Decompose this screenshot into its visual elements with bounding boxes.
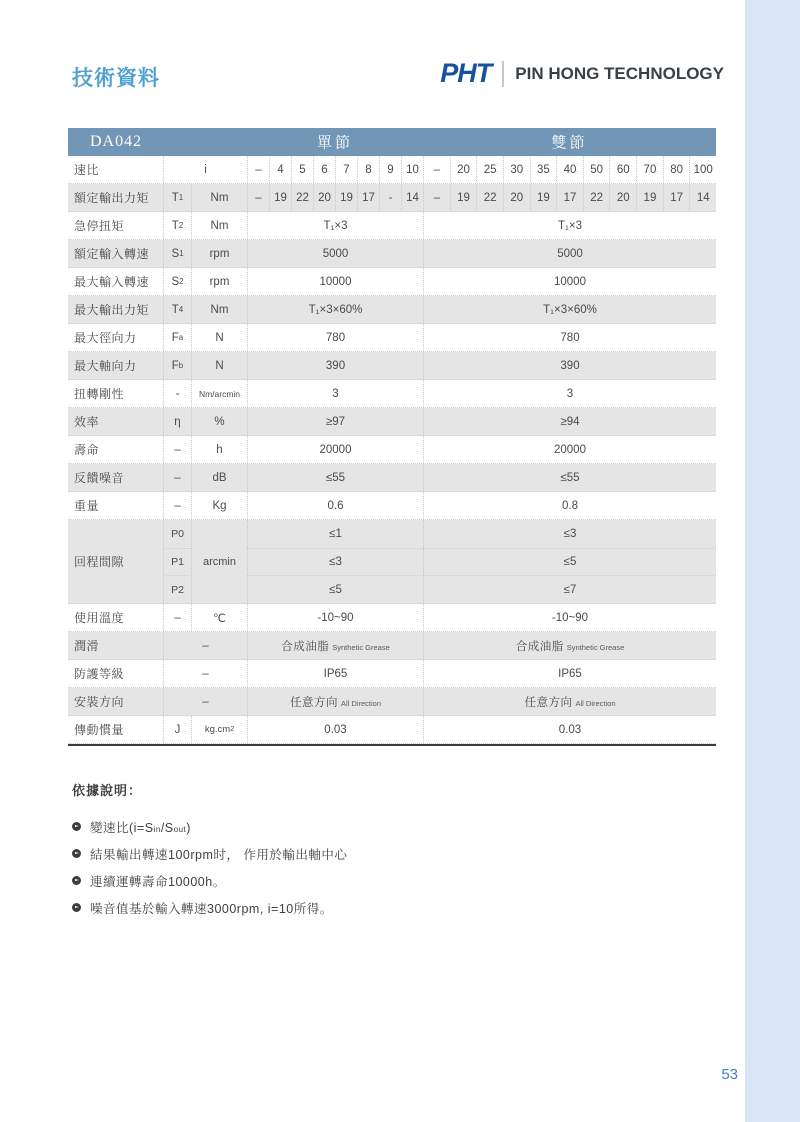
- value-cell: –: [247, 156, 269, 183]
- unit-cell: N: [191, 352, 247, 379]
- page-title: 技術資料: [72, 67, 160, 90]
- note-text: 變速比(i=S $_{in}$ /S out ): [90, 820, 191, 835]
- value-cell: 6: [313, 156, 335, 183]
- row-label: 最大輸出力矩: [74, 303, 150, 317]
- table-header: [68, 128, 716, 156]
- symbol-cell: F a: [163, 324, 191, 351]
- value-cell-double: 390: [423, 352, 716, 379]
- brand-name: PIN HONG TECHNOLOGY: [515, 63, 724, 83]
- table-row: [68, 408, 716, 436]
- symbol-cell: i: [163, 156, 247, 183]
- symbol-cell: –: [163, 464, 191, 491]
- row-label: 反饋噪音: [74, 471, 125, 485]
- value-cell: 5: [291, 156, 313, 183]
- spec-table: [68, 128, 716, 746]
- symbol-cell: S 1: [163, 240, 191, 267]
- value-cell: 4: [269, 156, 291, 183]
- value-cell: –: [423, 156, 450, 183]
- note-item: [72, 813, 347, 840]
- value-cell: 35: [530, 156, 557, 183]
- value-cell-single: ≤3: [247, 549, 423, 576]
- value-cell: 17: [556, 184, 583, 211]
- page-number: 53: [721, 1066, 738, 1083]
- value-cell-double: T₁×3×60%: [423, 296, 716, 323]
- note-item: [72, 840, 347, 867]
- value-cell: 19: [335, 184, 357, 211]
- value-cell-double: ≥94: [423, 408, 716, 435]
- value-cell: –: [247, 184, 269, 211]
- row-label: 傳動慣量: [74, 723, 125, 737]
- value-cell: 30: [503, 156, 530, 183]
- ratio-values-double: [423, 156, 716, 183]
- arrow-bullet-icon: [72, 822, 81, 831]
- symbol-cell: –: [163, 660, 247, 687]
- symbol-cell: P2: [164, 575, 191, 603]
- unit-cell: N: [191, 324, 247, 351]
- row-label: 急停扭矩: [74, 219, 125, 233]
- backlash-row-p0: [247, 520, 716, 548]
- value-cell-single: -10~90: [247, 604, 423, 631]
- value-cell-double: ≤5: [423, 549, 716, 576]
- value-cell: 70: [636, 156, 663, 183]
- row-label: 重量: [74, 499, 100, 513]
- value-cell: 22: [476, 184, 503, 211]
- symbol-cell: -: [163, 380, 191, 407]
- value-cell-single: T₁×3×60%: [247, 296, 423, 323]
- table-row: [68, 352, 716, 380]
- value-cell: 22: [583, 184, 610, 211]
- arrow-bullet-icon: [72, 849, 81, 858]
- table-row: [68, 240, 716, 268]
- row-label: 安裝方向: [74, 695, 125, 709]
- row-label: 額定輸出力矩: [74, 191, 150, 205]
- unit-cell: rpm: [191, 240, 247, 267]
- symbol-cell: –: [163, 688, 247, 715]
- row-label: 最大軸向力: [74, 359, 137, 373]
- unit-cell: h: [191, 436, 247, 463]
- value-cell: 8: [357, 156, 379, 183]
- value-cell: 9: [379, 156, 401, 183]
- value-cell-double: 3: [423, 380, 716, 407]
- value-cell-double: -10~90: [423, 604, 716, 631]
- value-cell: 14: [401, 184, 423, 211]
- unit-cell: Kg: [191, 492, 247, 519]
- symbol-cell: –: [163, 436, 191, 463]
- symbol-cell: P1: [164, 548, 191, 576]
- value-cell-double: ≤7: [423, 576, 716, 603]
- torque-values-double: [423, 184, 716, 211]
- value-cell: 17: [663, 184, 690, 211]
- value-cell: 20: [450, 156, 477, 183]
- unit-cell: dB: [191, 464, 247, 491]
- value-cell: 19: [636, 184, 663, 211]
- value-cell-single: 5000: [247, 240, 423, 267]
- symbol-cell: T 4: [163, 296, 191, 323]
- value-cell-single: 20000: [247, 436, 423, 463]
- row-label: 最大輸入轉速: [74, 275, 150, 289]
- symbol-cell: T 1: [163, 184, 191, 211]
- value-cell-single: 0.03: [247, 716, 423, 743]
- value-cell-double: 20000: [423, 436, 716, 463]
- torque-values-single: [247, 184, 423, 211]
- symbol-cell: J: [163, 716, 191, 743]
- table-row: [68, 268, 716, 296]
- row-label: 速比: [74, 163, 100, 177]
- value-cell-single: 780: [247, 324, 423, 351]
- value-cell-single: ≥97: [247, 408, 423, 435]
- backlash-row-p2: [247, 575, 716, 603]
- value-cell: 60: [609, 156, 636, 183]
- note-item: [72, 894, 347, 921]
- table-row: [68, 436, 716, 464]
- table-row-temperature: [68, 604, 716, 632]
- symbol-cell: –: [163, 632, 247, 659]
- value-cell-single: 0.6: [247, 492, 423, 519]
- value-cell-double: ≤3: [423, 520, 716, 548]
- arrow-bullet-icon: [72, 876, 81, 885]
- value-cell-double: 5000: [423, 240, 716, 267]
- unit-cell: Nm: [191, 212, 247, 239]
- value-cell: 20: [313, 184, 335, 211]
- unit-cell: Nm: [191, 184, 247, 211]
- value-cell-double: IP65: [423, 660, 716, 687]
- column-header-double: 雙節: [551, 135, 588, 152]
- value-cell: 19: [450, 184, 477, 211]
- value-cell-single: 10000: [247, 268, 423, 295]
- table-row-mounting: [68, 688, 716, 716]
- symbol-cell: –: [163, 492, 191, 519]
- value-cell-single: IP65: [247, 660, 423, 687]
- value-cell: 100: [689, 156, 716, 183]
- row-label: 扭轉剛性: [74, 387, 125, 401]
- spec-rows: [68, 212, 716, 520]
- note-text: 連續運轉壽命10000h。: [90, 874, 226, 889]
- row-label: 效率: [74, 415, 100, 429]
- value-cell-single: 390: [247, 352, 423, 379]
- row-label: 防護等級: [74, 667, 125, 681]
- value-cell: 20: [609, 184, 636, 211]
- table-row-protection: [68, 660, 716, 688]
- ratio-values-single: [247, 156, 423, 183]
- unit-cell: rpm: [191, 268, 247, 295]
- value-cell-single: T₁×3: [247, 212, 423, 239]
- unit-cell: ℃: [191, 604, 247, 631]
- arrow-bullet-icon: [72, 903, 81, 912]
- note-text: 結果輸出轉速100rpm时， 作用於輸出軸中心: [90, 847, 348, 862]
- value-cell-double: 0.8: [423, 492, 716, 519]
- brand-block: [440, 58, 724, 89]
- value-cell: –: [423, 184, 450, 211]
- value-cell: 22: [291, 184, 313, 211]
- value-cell-single: 合成油脂 Synthetic Grease: [247, 632, 423, 659]
- value-cell: -: [379, 184, 401, 211]
- row-label: 使用溫度: [74, 611, 125, 625]
- table-row: [68, 492, 716, 520]
- value-cell-single: ≤1: [247, 520, 423, 548]
- unit-cell: Nm/arcmin: [191, 380, 247, 407]
- value-cell: 14: [689, 184, 716, 211]
- table-row: [68, 380, 716, 408]
- unit-cell: kg.cm 2: [191, 716, 247, 743]
- symbol-cell: S 2: [163, 268, 191, 295]
- row-label: 潤滑: [74, 639, 100, 653]
- model-name: DA042: [90, 133, 143, 150]
- value-cell-double: ≤55: [423, 464, 716, 491]
- row-label: 回程間隙: [74, 555, 125, 569]
- table-row: [68, 212, 716, 240]
- value-cell-double: 780: [423, 324, 716, 351]
- table-row: [68, 464, 716, 492]
- notes-section: [72, 780, 347, 921]
- table-row-backlash: [68, 520, 716, 604]
- value-cell-single: ≤5: [247, 576, 423, 603]
- symbol-cell: P0: [171, 527, 184, 540]
- column-header-single: 單節: [316, 135, 353, 152]
- note-text: 噪音值基於輸入轉速3000rpm, i=10所得。: [90, 901, 333, 916]
- brand-divider: [502, 61, 504, 87]
- value-cell-double: 10000: [423, 268, 716, 295]
- value-cell: 25: [476, 156, 503, 183]
- value-cell: 19: [530, 184, 557, 211]
- value-cell: 50: [583, 156, 610, 183]
- notes-title: 依據說明：: [72, 783, 143, 798]
- value-cell: 10: [401, 156, 423, 183]
- value-cell-double: 0.03: [423, 716, 716, 743]
- table-body: [68, 156, 716, 746]
- value-cell: 40: [556, 156, 583, 183]
- backlash-values: [247, 520, 716, 603]
- table-row-ratio: [68, 156, 716, 184]
- unit-cell: arcmin: [191, 520, 247, 603]
- value-cell-double: 合成油脂 Synthetic Grease: [423, 632, 716, 659]
- table-row: [68, 296, 716, 324]
- backlash-symbols: [163, 520, 191, 603]
- row-label: 壽命: [74, 443, 100, 457]
- backlash-row-p1: [247, 548, 716, 576]
- symbol-cell: T 2: [163, 212, 191, 239]
- note-item: [72, 867, 347, 894]
- value-cell-double: T₁×3: [423, 212, 716, 239]
- value-cell: 17: [357, 184, 379, 211]
- row-label: 額定輸入轉速: [74, 247, 150, 261]
- side-strip: [745, 0, 800, 1122]
- pht-logo: PHT: [440, 58, 492, 88]
- value-cell-single: ≤55: [247, 464, 423, 491]
- value-cell-double: 任意方向 All Direction: [423, 688, 716, 715]
- symbol-cell: –: [163, 604, 191, 631]
- table-row: [68, 324, 716, 352]
- symbol-cell: η: [163, 408, 191, 435]
- value-cell: 20: [503, 184, 530, 211]
- value-cell-single: 3: [247, 380, 423, 407]
- table-row-lubrication: [68, 632, 716, 660]
- unit-cell: %: [191, 408, 247, 435]
- unit-cell: Nm: [191, 296, 247, 323]
- value-cell: 80: [663, 156, 690, 183]
- value-cell: 7: [335, 156, 357, 183]
- table-row-rated-torque: [68, 184, 716, 212]
- symbol-cell: F b: [163, 352, 191, 379]
- row-label: 最大徑向力: [74, 331, 137, 345]
- value-cell: 19: [269, 184, 291, 211]
- table-row-inertia: [68, 716, 716, 744]
- value-cell-single: 任意方向 All Direction: [247, 688, 423, 715]
